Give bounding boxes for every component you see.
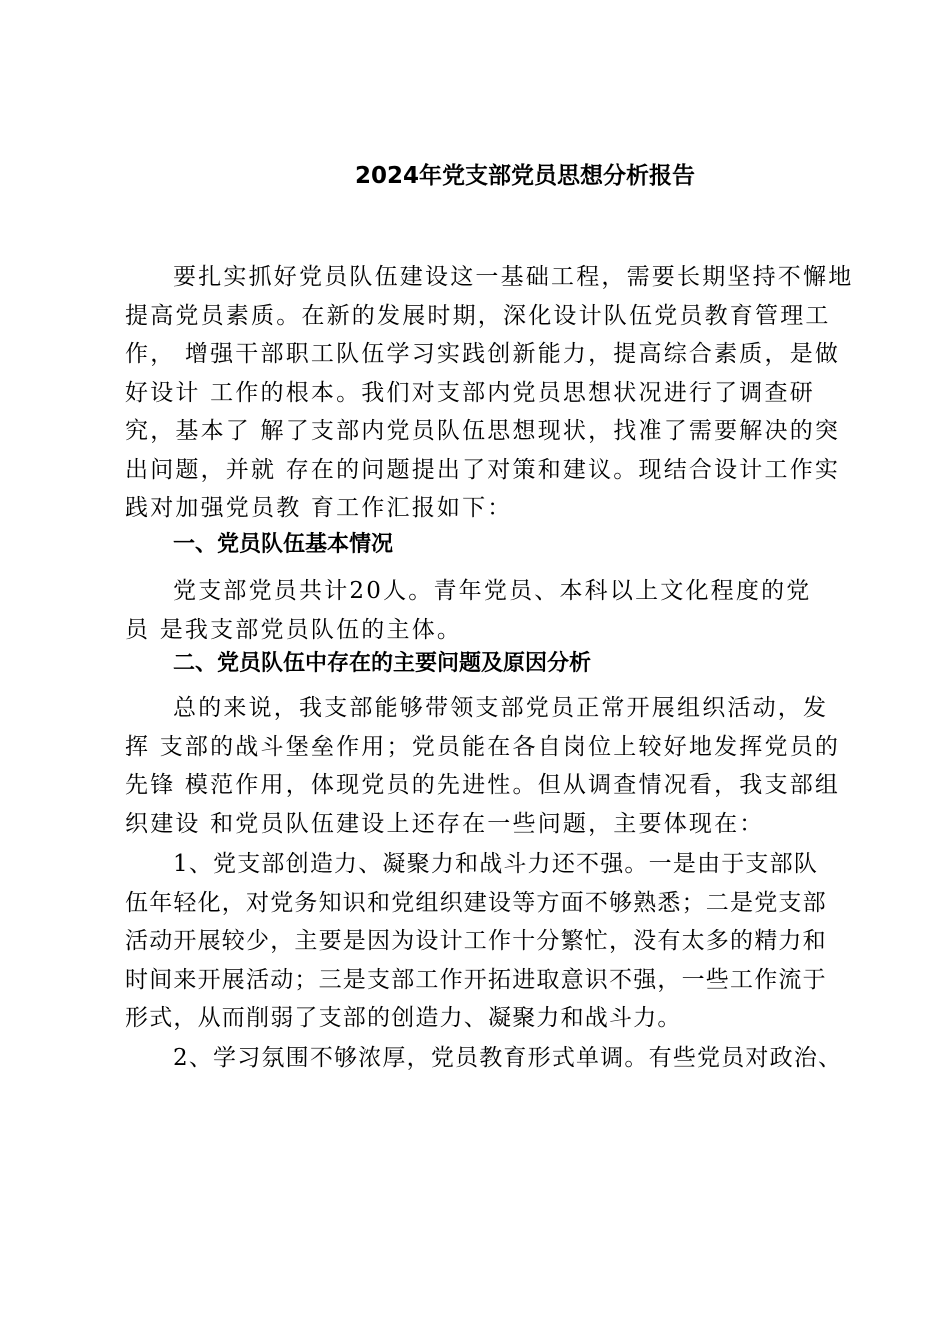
paragraph-line: 总的来说，我支部能够带领支部党员正常开展组织活动，发	[173, 695, 829, 721]
point1-paragraph	[125, 845, 865, 1038]
paragraph-line: 2、学习氛围不够浓厚，党员教育形式单调。有些党员对政治、	[173, 1045, 843, 1071]
paragraph-line: 员 是我支部党员队伍的主体。	[125, 616, 463, 643]
paragraph-line: 1、党支部创造力、凝聚力和战斗力还不强。一是由于支部队	[173, 851, 819, 877]
paragraph-line: 伍年轻化，对党务知识和党组织建设等方面不够熟悉；二是党支部	[125, 889, 827, 916]
paragraph-line: 好设计 工作的根本。我们对支部内党员思想状况进行了调查研	[125, 379, 815, 406]
paragraph-line: 先锋 模范作用，体现党员的先进性。但从调查情况看，我支部组	[125, 772, 841, 798]
paragraph-line: 出问题，并就 存在的问题提出了对策和建议。现结合设计工作实	[125, 456, 841, 483]
point2-paragraph	[125, 1039, 865, 1078]
paragraph-line: 党支部党员共计20人。青年党员、本科以上文化程度的党	[173, 578, 812, 604]
intro-paragraph	[125, 258, 865, 528]
paragraph-line: 织建设 和党员队伍建设上还存在一些问题，主要体现在：	[125, 810, 765, 837]
section1-paragraph	[125, 572, 865, 649]
paragraph-line: 挥 支部的战斗堡垒作用；党员能在各自岗位上较好地发挥党员的	[125, 733, 841, 760]
page-title: 2024年党支部党员思想分析报告	[354, 163, 695, 189]
section2-paragraph	[125, 689, 865, 843]
paragraph-line: 活动开展较少，主要是因为设计工作十分繁忙，没有太多的精力和	[125, 928, 827, 954]
section-heading-basic-situation: 一、党员队伍基本情况	[173, 532, 394, 557]
section-heading-main-problems: 二、党员队伍中存在的主要问题及原因分析	[173, 651, 592, 676]
paragraph-line: 践对加强党员教 育工作汇报如下：	[125, 495, 513, 521]
paragraph-line: 时间来开展活动；三是支部工作开拓进取意识不强，一些工作流于	[125, 966, 827, 993]
paragraph-line: 要扎实抓好党员队伍建设这一基础工程，需要长期坚持不懈地	[173, 264, 854, 290]
paragraph-line: 作， 增强干部职工队伍学习实践创新能力，提高综合素质，是做	[125, 341, 841, 367]
paragraph-line: 究，基本了 解了支部内党员队伍思想现状，找准了需要解决的突	[125, 418, 841, 444]
paragraph-line: 形式，从而削弱了支部的创造力、凝聚力和战斗力。	[125, 1005, 682, 1031]
paragraph-line: 提高党员素质。在新的发展时期，深化设计队伍党员教育管理工	[125, 302, 831, 329]
